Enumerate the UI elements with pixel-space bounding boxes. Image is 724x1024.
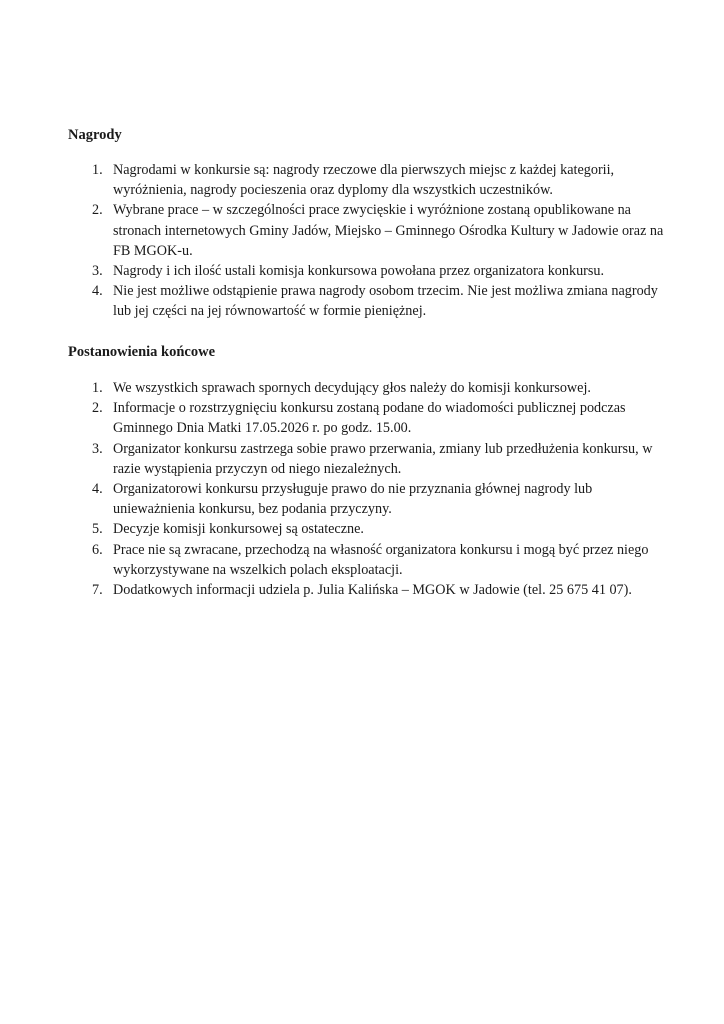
item-number: 1.	[92, 162, 103, 178]
item-number: 1.	[92, 380, 103, 396]
item-text: Informacje o rozstrzygnięciu konkursu zostaną podane do wiadomości publicznej podczas Gminnego Dnia Matki 17.05.2026 r. po godz. 15.00.	[113, 400, 626, 437]
item-text: Nagrodami w konkursie są: nagrody rzeczowe dla pierwszych miejsc z każdej kategorii, wyróżnienia, nagrody pocieszenia oraz dyplomy dla wszystkich uczestników.	[113, 162, 615, 199]
list-item	[0, 439, 724, 479]
item-text: Wybrane prace – w szczególności prace zwycięskie i wyróżnione zostaną opublikowane na stronach internetowych Gminy Jadów, Miejsko – Gminnego Ośrodka Kultury w Jadowie oraz na FB MGOK-u.	[113, 202, 664, 259]
item-number: 3.	[92, 440, 103, 457]
item-number: 5.	[92, 521, 103, 538]
item-number: 4.	[92, 481, 103, 498]
item-number: 2.	[92, 400, 103, 417]
section-heading-postanowienia-koncowe: Postanowienia końcowe	[68, 344, 216, 360]
item-number: 6.	[92, 541, 103, 558]
list-item	[0, 540, 724, 580]
list-item	[0, 398, 724, 438]
list-item	[0, 160, 724, 200]
item-number: 7.	[92, 582, 103, 599]
list-item	[0, 378, 724, 398]
item-text: Nagrody i ich ilość ustali komisja konkursowa powołana przez organizatora konkursu.	[113, 263, 605, 280]
item-number: 2.	[92, 202, 103, 219]
list-item	[0, 580, 724, 600]
item-text: We wszystkich sprawach spornych decydujący głos należy do komisji konkursowej.	[113, 380, 591, 396]
item-text: Organizator konkursu zastrzega sobie prawo przerwania, zmiany lub przedłużenia konkursu, w razie wystąpienia przyczyn od niego niezależnych.	[113, 440, 653, 477]
postanowienia-list	[0, 378, 724, 600]
item-text: Organizatorowi konkursu przysługuje prawo do nie przyznania głównej nagrody lub unieważnienia konkursu, bez podania przyczyny.	[113, 481, 593, 518]
item-number: 4.	[92, 283, 103, 300]
list-item	[0, 261, 724, 281]
item-text: Prace nie są zwracane, przechodzą na własność organizatora konkursu i mogą być przez niego wykorzystywane na wszelkich polach eksploatacji.	[113, 541, 649, 578]
list-item	[0, 281, 724, 321]
section-heading-nagrody: Nagrody	[68, 127, 122, 143]
list-item	[0, 479, 724, 519]
list-item	[0, 200, 724, 261]
item-text: Decyzje komisji konkursowej są ostateczne.	[113, 521, 364, 538]
nagrody-list	[0, 160, 724, 322]
item-text: Dodatkowych informacji udziela p. Julia Kalińska – MGOK w Jadowie (tel. 25 675 41 07).	[113, 582, 632, 599]
list-item	[0, 519, 724, 539]
item-number: 3.	[92, 263, 103, 280]
item-text: Nie jest możliwe odstąpienie prawa nagrody osobom trzecim. Nie jest możliwa zmiana nagrody lub jej części na jej równowartość w formie pieniężnej.	[113, 283, 658, 320]
